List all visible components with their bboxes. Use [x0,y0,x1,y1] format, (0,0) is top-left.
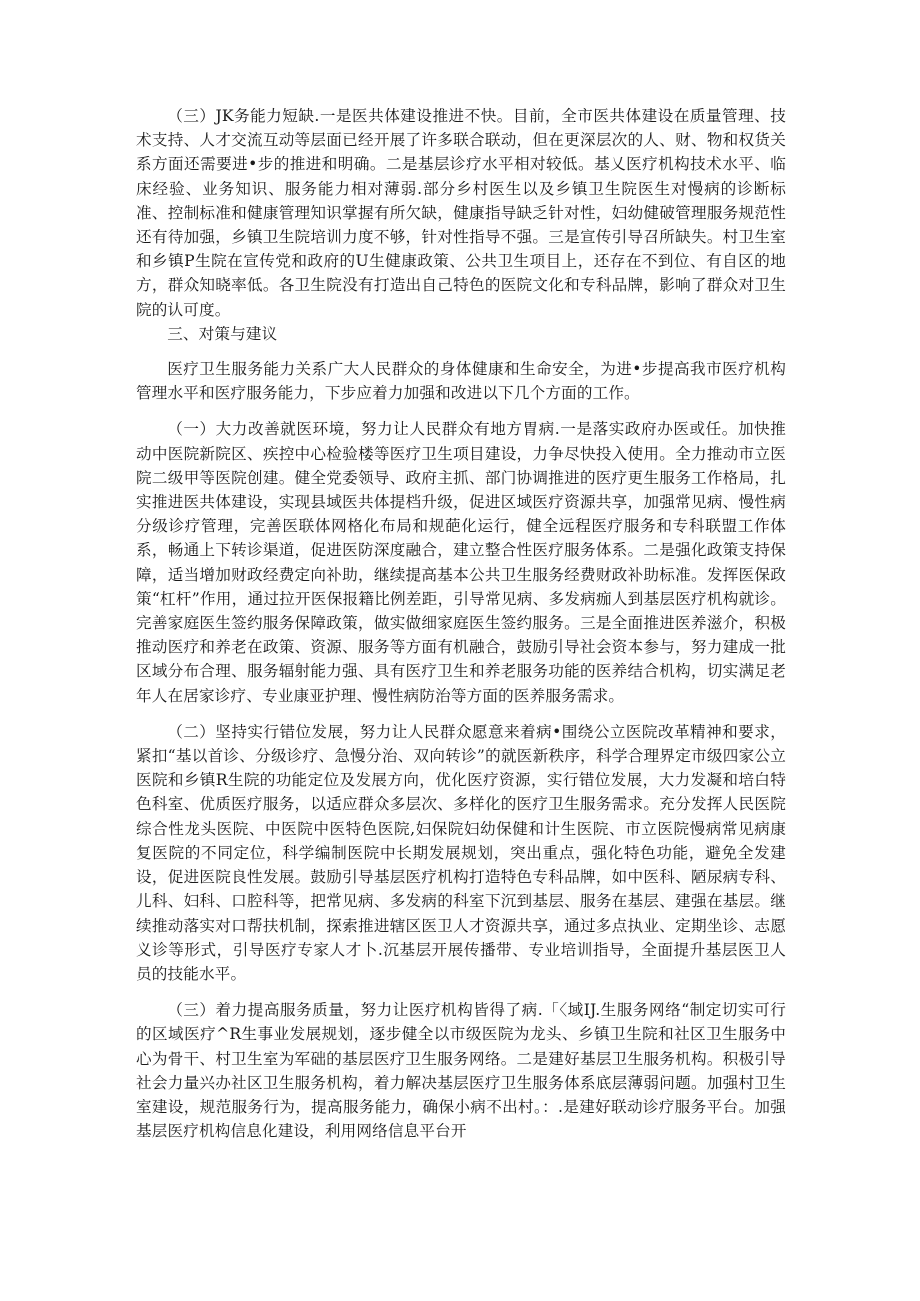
paragraph-improve-environment: （一）大力改善就医环境，努力让人民群众有地方胃病.一是落实政府办医或任。加快推动中医院新院区、疾控中心检验楼等医疗卫生项目建设，力争尽快投入使用。全力推动市立医院二级甲等医院创建。健全党委领导、政府主抓、部门协调推进的医疗更生服务工作格局，扎实推进医共体建设，实现县域医共体提档升级，促进区域医疗资源共享，加强常见病、慢性病分级诊疗管理，完善医联体网格化布局和规葩化运行，健全远程医疗服务和专科联盟工作体系，畅通上下转诊渠道，促进医防深度融合，建立整合性医疗服务体系。二是强化政策支持保障，适当增加财政经费定向补助，继续提高基本公共卫生服务经费财政补助标准。发挥医保政策“杠杆”作用，通过拉开医保报籍比例差距，引导常见病、多发病痂人到基层医疗机构就诊。完善家庭医生签约服务保障政策，做实做细家庭医生签约服务。三是全面推进医养滋介，积极推动医疗和养老在政策、资源、服务等方面有机融合，鼓励引导社会资本参与，努力建成一批区域分布合理、服务辐射能力强、具有医疗卫生和养老服务功能的医养结合机构，切实满足老年人在居家诊疗、专业康亚护理、慢性病防治等方面的医养服务需求。 [136,420,786,705]
paragraph-staggered-development: （二）坚持实行错位发展，努力让人民群众愿意来着病•围绕公立医院改革精神和要求，紧扣“基以首诊、分级诊疗、急慢分治、双向转诊”的就医新秩序，科学合理界定市级四家公立医院和乡镇R生院的功能定位及发展方向，优化医疗资源，实行错位发展，大力发凝和培白特色科室、优质医疗服务，以适应群众多层次、多样化的医疗卫生服务需求。充分发挥人民医院综合性龙头医院、中医院中医特色医院,妇保院妇幼保健和计生医院、市立医院慢病常见病康复医院的不同定位，科学编制医院中长期发展规划，突出重点，强化特色功能，避免全发建设，促进医院良性发展。鼓励引导基层医疗机构打造特色专科品牌，如中医科、陋尿病专科、儿科、妇科、口腔科等，把常见病、多发病的科室下沉到基层、服务在基层、建强在基层。继续推动落实对口帮扶机制，探索推进辖区医卫人才资源共享，通过多点执业、定期坐诊、志愿义诊等形式，引导医疗专家人才卜.沉基层开展传播带、专业培训指导，全面提升基层医卫人员的技能水平。 [136,722,786,983]
paragraph-service-capacity-shortage: （三）JK务能力短缺.一是医共体建设推进不快。目前，全市医共体建设在质量管理、技术支持、人才交流互动等层面已经开展了许多联合联动，但在更深层次的人、财、物和权货关系方面还需要进•步的推进和明确。二是基层诊疗水平相对较低。基乂医疗机构技术水平、临床经验、业务知识、服务能力相对薄弱.部分乡村医生以及乡镇卫生院医生对慢病的诊断标准、控制标准和健康管理知识掌握有所欠缺，健康指导缺乏针对性，妇幼健破管理服务规范性还有待加强，乡镇卫生院培训力度不够，针对性指导不强。三是宣传引导召所缺失。村卫生室和乡镇P生院在宣传党和政府的U生健康政策、公共卫生项目上，还存在不到位、有自区的地方，群众知晓率低。各卫生院没有打造出自己特色的医院文化和专科品牌，影响了群众对卫生院的认可度。 [136,107,786,319]
document-page [136,104,786,1143]
paragraph-improve-service-quality: （三）着力提高服务质量，努力让医疗机构皆得了病.「〈域IJ.生服务网络“制定切实可行的区域医疗^R生事业发展规划，逐步健全以市级医院为龙头、乡镇卫生院和社区卫生服务中心为骨干、村卫生室为军础的基层医疗卫生服务网络。二是建好基层卫生服务机构。积极引导社会力量兴办社区卫生服务机构，着力解决基层医疗卫生服务体系底层薄弱问题。加强村卫生室建设，规范服务行为，提高服务能力，确保小病不出村。：.是建好联动诊疗服务平台。加强基层医疗机构信息化建设，利用网络信息平台开 [136,1001,786,1141]
section-heading-countermeasures: 三、对策与建议 [167,324,278,343]
paragraph-intro-countermeasures: 医疗卫生服务能力关系广大人民群众的身体健康和生命安全，为进•步提高我市医疗机构管理水平和医疗服务能力，下步应着力加强和改进以下几个方面的工作。 [136,360,786,403]
